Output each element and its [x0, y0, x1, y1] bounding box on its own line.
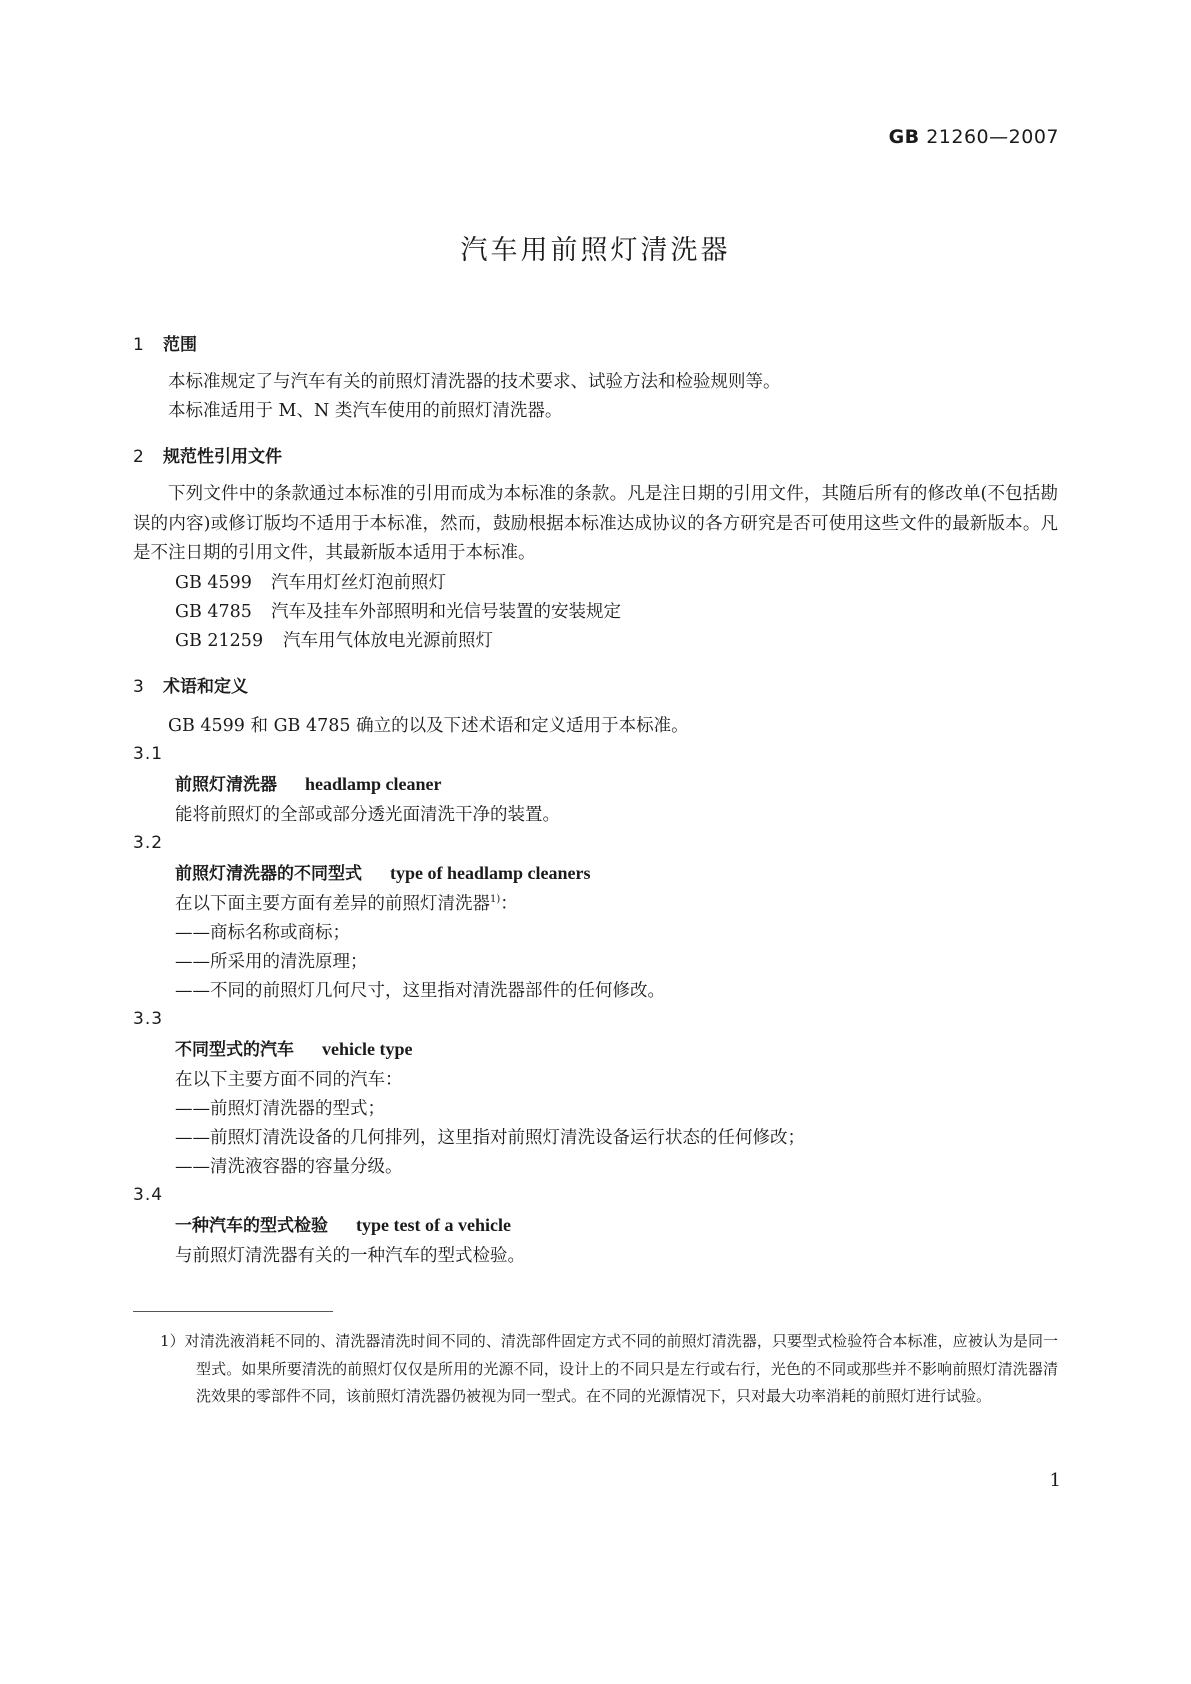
reference-title: 汽车用气体放电光源前照灯 [283, 630, 493, 651]
term-zh: 不同型式的汽车 [175, 1040, 294, 1060]
term-zh: 前照灯清洗器 [175, 775, 277, 795]
section-1-paragraph: 本标准适用于 M、N 类汽车使用的前照灯清洗器。 [168, 401, 563, 421]
section-3-paragraph: GB 4599 和 GB 4785 确立的以及下述术语和定义适用于本标准。 [168, 715, 689, 736]
section-1-heading [133, 326, 1058, 364]
term-en: headlamp cleaner [305, 774, 442, 794]
term-en: vehicle type [322, 1039, 413, 1059]
reference-item [133, 598, 1058, 627]
list-item: ——所采用的清洗原理； [175, 952, 368, 972]
term-definition: 与前照灯清洗器有关的一种汽车的型式检验。 [175, 1246, 525, 1266]
term-definition-text: 在以下面主要方面有差异的前照灯清洗器 [175, 894, 490, 914]
term-number: 3.1 [133, 744, 164, 764]
term-heading [133, 857, 1058, 890]
standard-code: 21260—2007 [926, 126, 1059, 148]
section-number: 3 [133, 676, 144, 697]
footnote-reference: 1) [490, 894, 501, 906]
section-3-heading [133, 668, 1058, 706]
footnotes [160, 1328, 1058, 1411]
footnote-divider [133, 1311, 333, 1312]
section-title: 规范性引用文件 [163, 447, 282, 467]
section-2-paragraph: 下列文件中的条款通过本标准的引用而成为本标准的条款。凡是注日期的引用文件，其随后所有的修改单(不包括勘误的内容)或修订版均不适用于本标准，然而，鼓励根据本标准达成协议的各方研究是否可使用这些文件的最新版本。凡是不注日期的引用文件，其最新版本适用于本标准。 [133, 484, 1058, 563]
section-title: 术语和定义 [163, 676, 248, 697]
reference-code: GB 4785 [175, 601, 252, 622]
term-zh: 前照灯清洗器的不同型式 [175, 864, 362, 884]
section-1-paragraph: 本标准规定了与汽车有关的前照灯清洗器的技术要求、试验方法和检验规则等。 [168, 372, 781, 392]
reference-title: 汽车及挂车外部照明和光信号装置的安装规定 [271, 601, 621, 622]
term-number: 3.3 [133, 1009, 164, 1029]
reference-code: GB 4599 [175, 572, 252, 593]
section-title: 范围 [163, 335, 197, 355]
term-definition: 能将前照灯的全部或部分透光面清洗干净的装置。 [175, 805, 560, 825]
term-definition [133, 890, 1058, 919]
section-2-heading [133, 438, 1058, 476]
footnote-mark: 1） [160, 1332, 185, 1350]
reference-title: 汽车用灯丝灯泡前照灯 [271, 572, 446, 593]
footnote-text: 对清洗液消耗不同的、清洗器清洗时间不同的、清洗部件固定方式不同的前照灯清洗器，只要型式检验符合本标准，应被认为是同一型式。如果所要清洗的前照灯仅仅是所用的光源不同，设计上的不同只是左行或右行，光色的不同或那些并不影响前照灯清洗器清洗效果的零部件不同，该前照灯清洗器仍被视为同一型式。在不同的光源情况下，只对最大功率消耗的前照灯进行试验。 [184, 1332, 1058, 1405]
footnote [160, 1328, 1058, 1411]
term-definition: 在以下主要方面不同的汽车： [175, 1070, 403, 1090]
document-title: 汽车用前照灯清洗器 [460, 235, 731, 266]
standard-number [889, 126, 1059, 148]
term-definition-colon: ： [500, 894, 518, 914]
term-heading [133, 1209, 1058, 1242]
reference-item [133, 569, 1058, 598]
term-heading [133, 1033, 1058, 1066]
document-body [133, 326, 1058, 1271]
list-item: ——清洗液容器的容量分级。 [175, 1157, 403, 1177]
standard-prefix: GB [888, 126, 920, 148]
list-item: ——前照灯清洗器的型式； [175, 1099, 385, 1119]
term-number: 3.4 [133, 1185, 164, 1205]
reference-item [133, 627, 1058, 656]
term-zh: 一种汽车的型式检验 [175, 1216, 328, 1236]
reference-code: GB 21259 [175, 630, 264, 651]
list-item: ——前照灯清洗设备的几何排列，这里指对前照灯清洗设备运行状态的任何修改； [175, 1128, 805, 1148]
section-number: 1 [133, 335, 144, 355]
section-number: 2 [133, 447, 144, 467]
term-heading [133, 768, 1058, 801]
list-item: ——不同的前照灯几何尺寸，这里指对清洗器部件的任何修改。 [175, 981, 665, 1001]
term-en: type of headlamp cleaners [390, 863, 591, 883]
term-number: 3.2 [133, 833, 164, 853]
term-en: type test of a vehicle [356, 1215, 511, 1235]
page-number: 1 [1049, 1470, 1061, 1491]
list-item: ——商标名称或商标； [175, 923, 350, 943]
